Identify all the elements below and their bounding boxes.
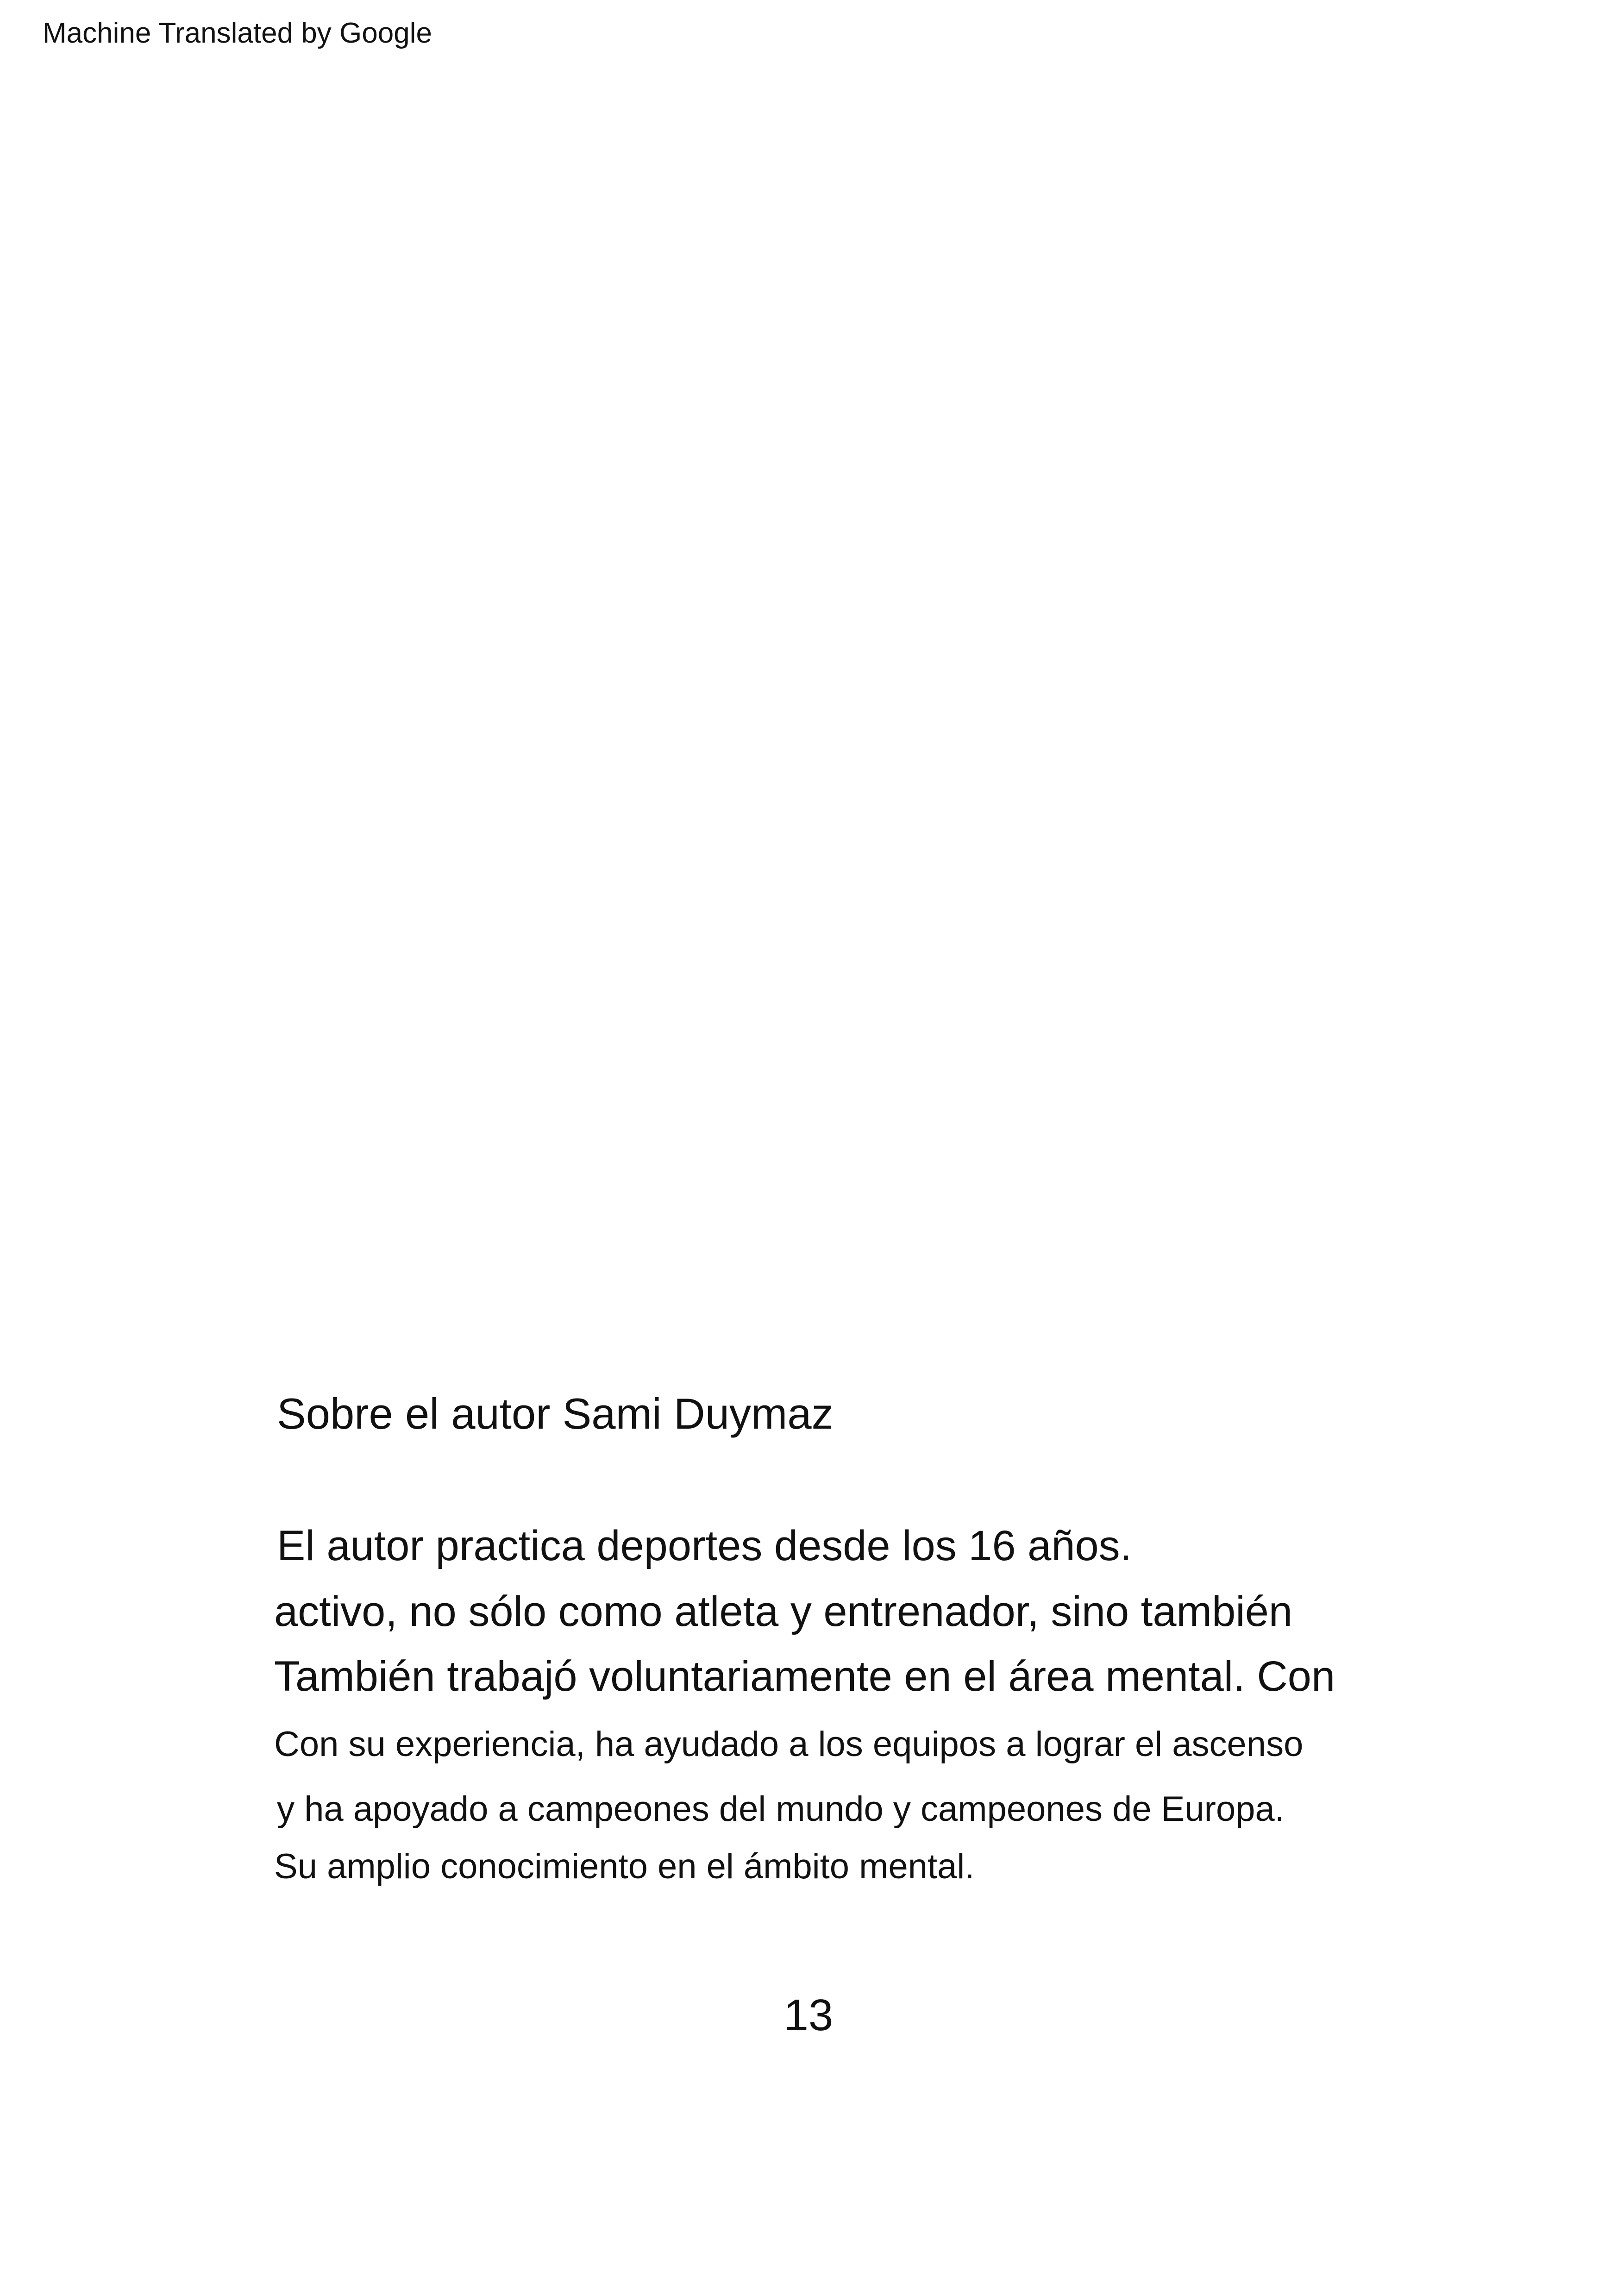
paragraph-line: El autor practica deportes desde los 16 años. [277, 1522, 1132, 1569]
section-title: Sobre el autor Sami Duymaz [277, 1389, 834, 1438]
page-number: 13 [783, 1990, 834, 2040]
paragraph-line: Su amplio conocimiento en el ámbito mental. [274, 1847, 975, 1886]
paragraph-line: activo, no sólo como atleta y entrenador, sino también [274, 1588, 1293, 1635]
paragraph-line: Con su experiencia, ha ayudado a los equipos a lograr el ascenso [274, 1725, 1304, 1764]
paragraph-line: y ha apoyado a campeones del mundo y campeones de Europa. [277, 1789, 1285, 1829]
paragraph-line: También trabajó voluntariamente en el área mental. Con [274, 1653, 1335, 1700]
machine-translation-banner: Machine Translated by Google [43, 17, 432, 49]
